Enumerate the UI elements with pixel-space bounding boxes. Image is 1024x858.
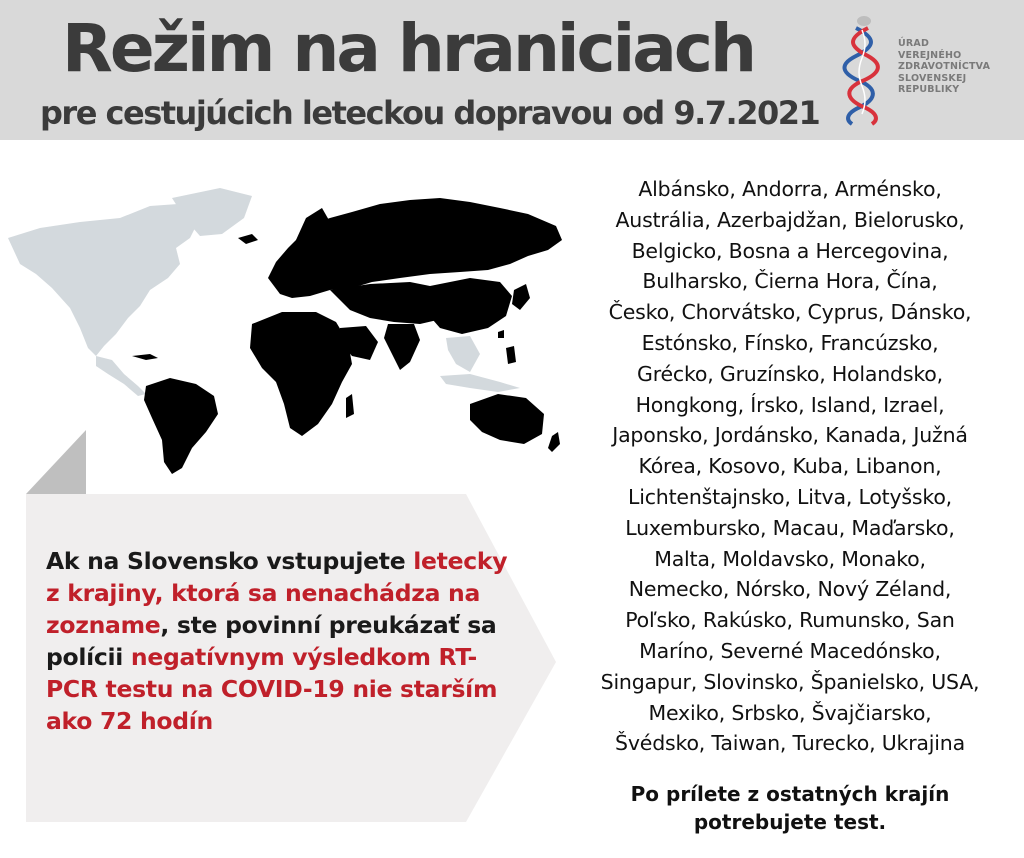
map-africa bbox=[250, 312, 352, 436]
logo-line: SLOVENSKEJ bbox=[898, 72, 967, 84]
country-list-line: Poľsko, Rakúsko, Rumunsko, San bbox=[625, 608, 955, 633]
callout-highlight: letecky z krajiny, ktorá sa nenachádza na zozname bbox=[46, 547, 508, 639]
footer-note bbox=[572, 780, 1008, 836]
logo-line: VEREJNÉHO bbox=[898, 49, 962, 61]
uvz-logo-icon bbox=[838, 14, 886, 126]
country-list-line: Kórea, Kosovo, Kuba, Libanon, bbox=[638, 454, 942, 479]
map-mexico-central bbox=[96, 356, 146, 396]
country-list-line: Nemecko, Nórsko, Nový Zéland, bbox=[628, 577, 952, 602]
footer-line: potrebujete test. bbox=[693, 810, 887, 834]
country-list-line: Albánsko, Andorra, Arménsko, bbox=[638, 177, 942, 201]
country-list-line: Luxembursko, Macau, Maďarsko, bbox=[625, 515, 955, 540]
logo-white-strand bbox=[859, 30, 865, 114]
map-india bbox=[384, 324, 420, 370]
map-taiwan-philippines bbox=[498, 330, 516, 364]
country-list-line: Švédsko, Taiwan, Turecko, Ukrajina bbox=[615, 731, 965, 756]
map-iceland bbox=[238, 234, 258, 244]
country-list-line: Singapur, Slovinsko, Španielsko, USA, bbox=[600, 669, 980, 694]
callout-fold-corner bbox=[26, 430, 86, 494]
map-north-america bbox=[8, 204, 200, 356]
country-list-line: Bulharsko, Čierna Hora, Čína, bbox=[642, 269, 938, 294]
map-japan-korea bbox=[512, 284, 530, 310]
callout-segment: Ak na Slovensko vstupujete bbox=[46, 547, 414, 575]
map-madagascar bbox=[346, 394, 354, 418]
logo-line: REPUBLIKY bbox=[898, 84, 960, 95]
footer-line: Po prílete z ostatných krajín bbox=[630, 782, 950, 806]
callout-segment: , ste povinní preukázať sa polícii bbox=[46, 611, 497, 671]
country-list-line: Austrália, Azerbajdžan, Bielorusko, bbox=[615, 207, 965, 232]
country-list-line: Hongkong, Írsko, Island, Izrael, bbox=[635, 392, 945, 417]
country-list-line: Belgicko, Bosna a Hercegovina, bbox=[631, 238, 949, 263]
page-title: Režim na hraniciach bbox=[62, 10, 754, 87]
logo-wordmark bbox=[898, 38, 990, 96]
page-subtitle: pre cestujúcich leteckou dopravou od 9.7.2021 bbox=[40, 94, 820, 132]
country-list bbox=[572, 174, 1008, 759]
map-southeast-asia bbox=[446, 336, 480, 372]
callout-highlight: negatívnym výsledkom RT-PCR testu na COVID-19 nie starším ako 72 hodín bbox=[46, 643, 498, 735]
country-list-line: Grécko, Gruzínsko, Holandsko, bbox=[637, 361, 943, 386]
logo-head-shape bbox=[857, 16, 871, 26]
header-banner bbox=[0, 0, 1024, 140]
country-list-line: Estónsko, Fínsko, Francúzsko, bbox=[641, 330, 939, 355]
logo-line: ZDRAVOTNÍCTVA bbox=[898, 61, 991, 72]
map-indonesia bbox=[440, 374, 520, 392]
country-list-line: Japonsko, Jordánsko, Kanada, Južná bbox=[612, 423, 968, 448]
map-caribbean-cuba bbox=[132, 354, 158, 360]
country-list-line: Maríno, Severné Macedónsko, bbox=[639, 638, 941, 663]
logo-line: ÚRAD bbox=[898, 38, 930, 49]
country-list-line: Mexiko, Srbsko, Švajčiarsko, bbox=[648, 700, 932, 725]
country-list-line: Česko, Chorvátsko, Cyprus, Dánsko, bbox=[608, 300, 972, 325]
callout-message bbox=[46, 545, 516, 737]
country-list-line: Malta, Moldavsko, Monako, bbox=[654, 546, 926, 571]
map-china bbox=[426, 278, 512, 334]
country-list-line: Lichtenštajnsko, Litva, Lotyšsko, bbox=[627, 484, 952, 509]
